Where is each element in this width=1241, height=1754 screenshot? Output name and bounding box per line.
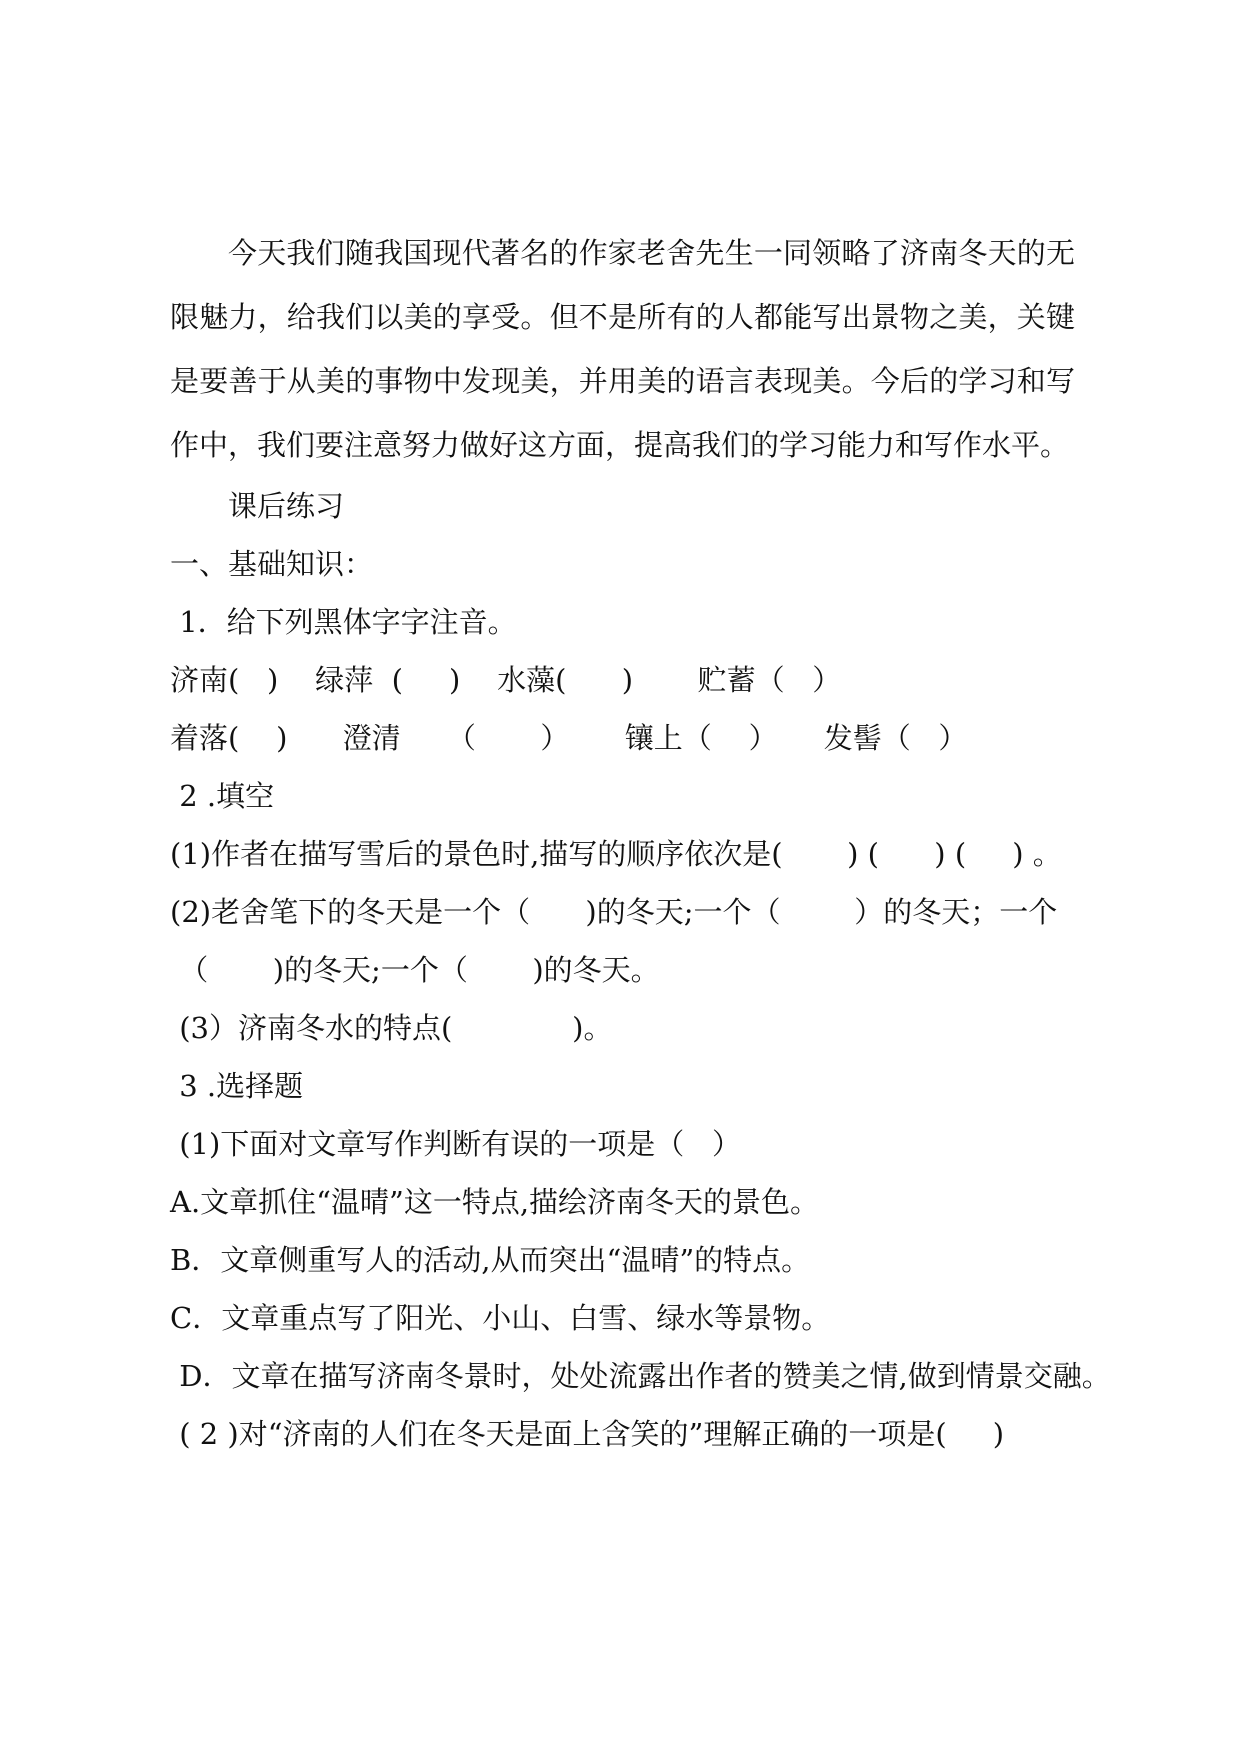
q3-option-b: B．文章侧重写人的活动,从而突出“温晴”的特点。 — [170, 1243, 811, 1277]
q3-prompt: 3 .选择题 — [170, 1069, 304, 1103]
q3-option-d: D．文章在描写济南冬景时，处处流露出作者的赞美之情,做到情景交融。 — [170, 1359, 1111, 1393]
q3-option-c: C．文章重点写了阳光、小山、白雪、绿水等景物。 — [170, 1301, 831, 1335]
q2-item-2-line-2: （ )的冬天;一个（ )的冬天。 — [170, 953, 660, 987]
q1-row-1: 济南( ) 绿萍 ( ) 水藻( ) 贮蓄（ ） — [170, 663, 842, 697]
q3-sub-2: ( 2 )对“济南的人们在冬天是面上含笑的”理解正确的一项是( ) — [170, 1417, 1005, 1451]
q2-item-3: (3）济南冬水的特点( )。 — [170, 1011, 613, 1045]
q3-option-a: A.文章抓住“温晴”这一特点,描绘济南冬天的景色。 — [170, 1185, 820, 1219]
q2-item-2-line-1: (2)老舍笔下的冬天是一个（ )的冬天;一个（ ）的冬天；一个 — [170, 895, 1058, 929]
exercise-heading: 课后练习 — [228, 489, 345, 523]
section-one-heading: 一、基础知识： — [170, 547, 374, 581]
q2-prompt: 2 .填空 — [170, 779, 275, 813]
q1-row-2: 着落( ) 澄清 （ ） 镶上（ ） 发髻（ ） — [170, 721, 968, 755]
q2-item-1: (1)作者在描写雪后的景色时,描写的顺序依次是( ) ( ) ( ) 。 — [170, 837, 1062, 871]
q3-sub-1: (1)下面对文章写作判断有误的一项是（ ） — [170, 1127, 741, 1161]
intro-paragraph: 今天我们随我国现代著名的作家老舍先生一同领略了济南冬天的无限魅力，给我们以美的享受。但不是所有的人都能写出景物之美，关键是要善于从美的事物中发现美，并用美的语言表现美。今后的学习和写作中，我们要注意努力做好这方面，提高我们的学习能力和写作水平。 — [170, 236, 1075, 462]
q1-prompt: 1．给下列黑体字字注音。 — [170, 605, 517, 639]
